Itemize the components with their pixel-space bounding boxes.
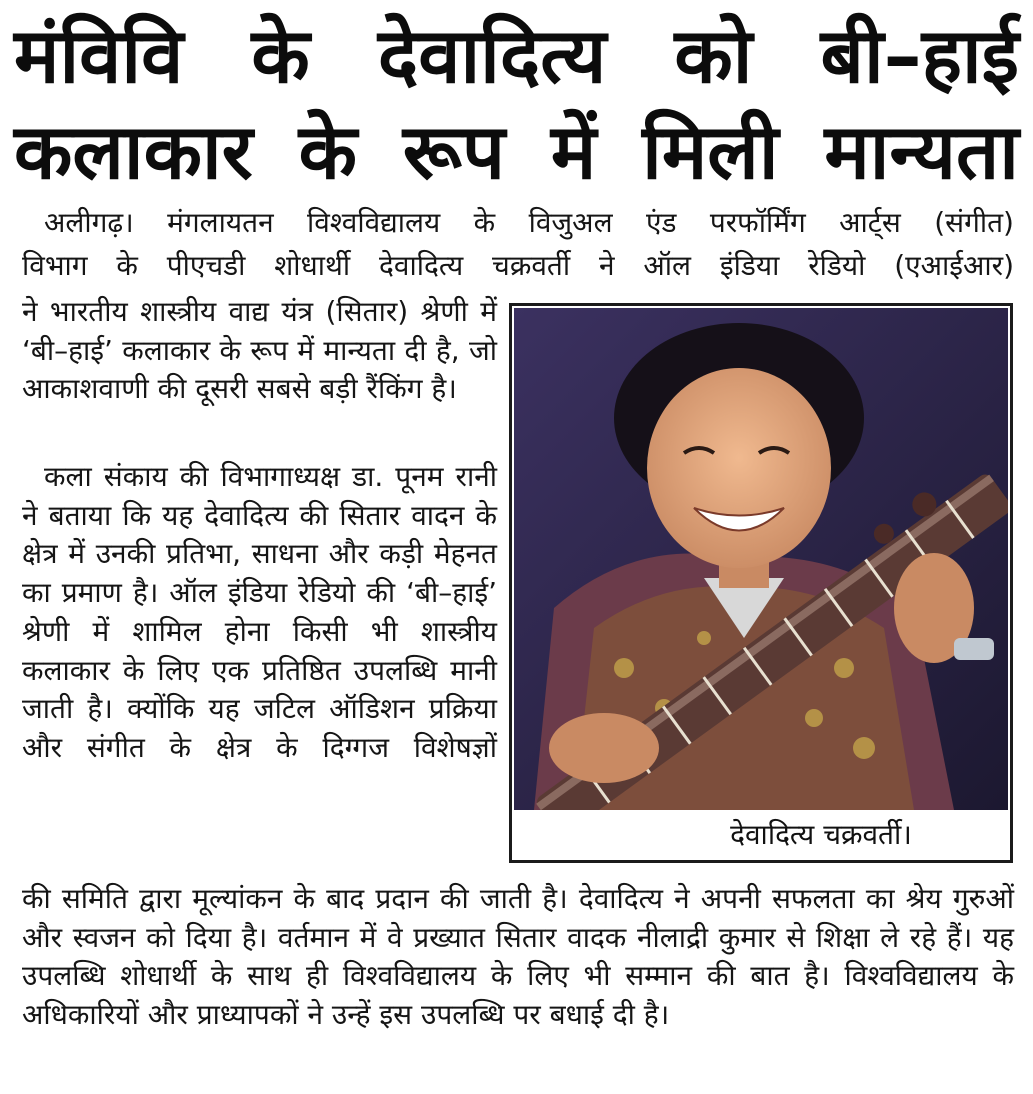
column-paragraph-2: कला संकाय की विभागाध्यक्ष डा. पूनम रानी ने बताया कि यह देवादित्य की सितार वादन के क्षेत्र में उनकी प्रतिभा, साधना और कड़ी मेहनत का प्रमाण है। ऑल इंडिया रेडियो की ‘बी–हाई’ श्रेणी में शामिल होना किसी भी शास्त्रीय कलाकार के लिए एक प्रतिष्ठित उपलब्धि मानी जाती है। क्योंकि यह जटिल ऑडिशन प्रक्रिया और संगीत के क्षेत्र के दिग्गज विशेषज्ञों	[22, 460, 497, 764]
musician-photo	[514, 308, 1008, 810]
headline	[14, 8, 1019, 200]
photo-caption: देवादित्य चक्रवर्ती।	[730, 818, 912, 851]
photo-frame	[509, 303, 1013, 863]
column-paragraph-1: ने भारतीय शास्त्रीय वाद्य यंत्र (सितार) श्रेणी में ‘बी–हाई’ कलाकार के रूप में मान्यता दी है, जो आकाशवाणी की दूसरी सबसे बड़ी रैंकिंग है।	[22, 295, 497, 406]
sitar-player-image	[514, 308, 1008, 810]
headline-line-1: मंविवि के देवादित्य को बी–हाई	[14, 11, 1019, 100]
intro-line-2: विभाग के पीएचडी शोधार्थी देवादित्य चक्रवर्ती ने ऑल इंडिया रेडियो (एआईआर)	[22, 249, 1014, 282]
bottom-paragraph: की समिति द्वारा मूल्यांकन के बाद प्रदान की जाती है। देवादित्य ने अपनी सफलता का श्रेय गुरुओं और स्वजन को दिया है। वर्तमान में वे प्रख्यात सितार वादक नीलाद्री कुमार से शिक्षा ले रहे हैं। यह उपलब्धि शोधार्थी के साथ ही विश्वविद्यालय के लिए भी सम्मान की बात है। विश्वविद्यालय के अधिकारियों और प्राध्यापकों ने उन्हें इस उपलब्धि पर बधाई दी है।	[22, 882, 1014, 1032]
intro-line-1: अलीगढ़। मंगलायतन विश्वविद्यालय के विजुअल एंड परफॉर्मिंग आर्ट्स (संगीत)	[44, 206, 1014, 239]
headline-line-2: कलाकार के रूप में मिली मान्यता	[14, 107, 1019, 196]
